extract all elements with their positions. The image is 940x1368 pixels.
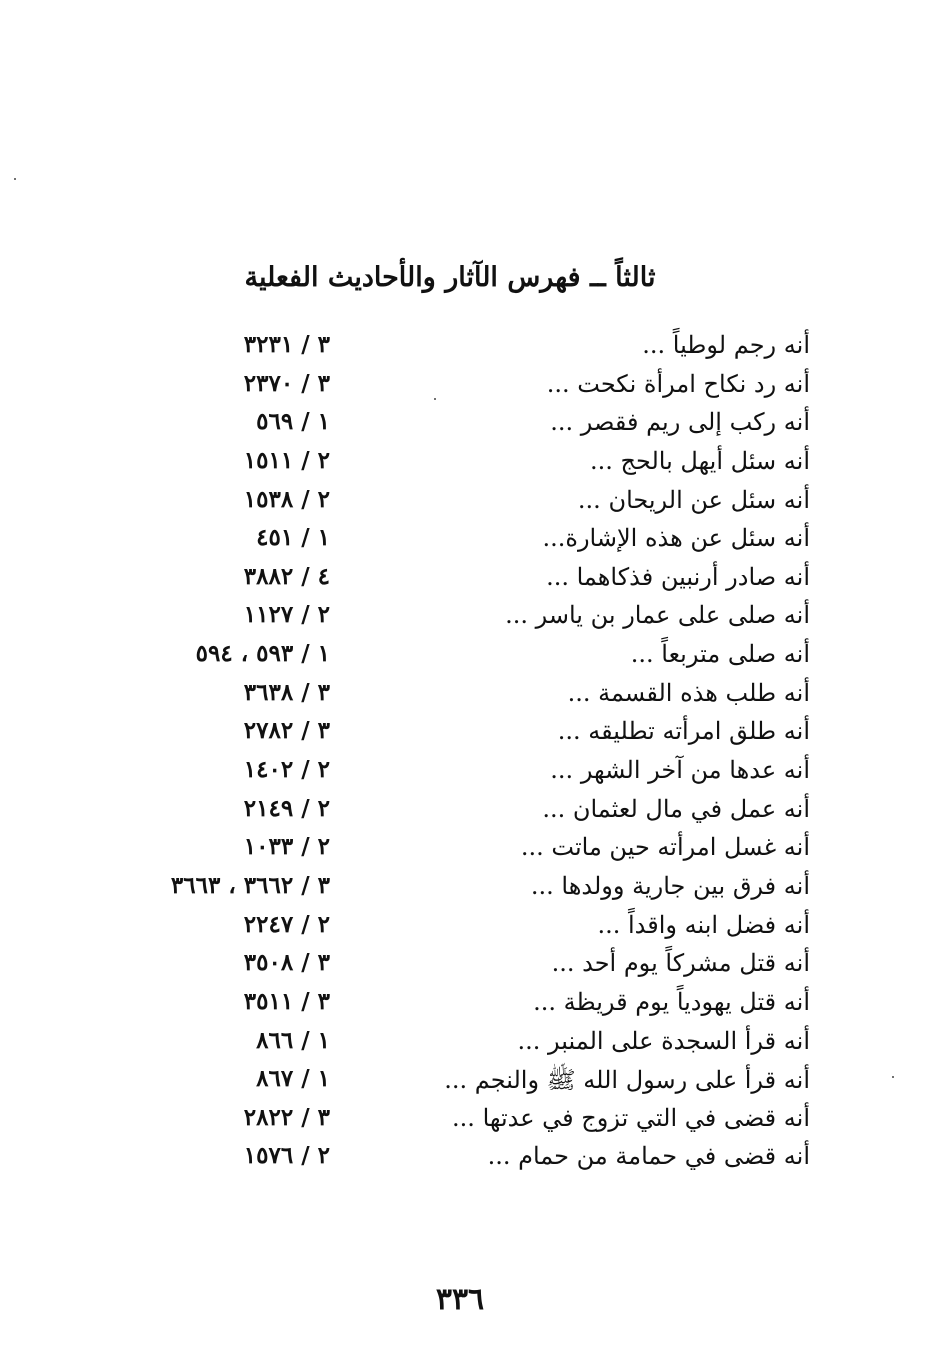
entry-reference: ١ / ٤٥١ — [256, 524, 330, 552]
list-item — [0, 984, 940, 1023]
entry-reference: ٣ / ٣٥٠٨ — [243, 949, 330, 977]
scan-speck — [434, 398, 436, 400]
list-item — [0, 868, 940, 907]
entry-text: أنه سئل أيهل بالحج ... — [589, 446, 810, 475]
entry-reference: ٢ / ١١٢٧ — [243, 601, 330, 629]
entry-text: أنه عمل في مال لعثمان ... — [542, 794, 810, 823]
entry-reference: ٣ / ٣٦٣٨ — [243, 678, 330, 706]
list-item — [0, 791, 940, 830]
list-item — [0, 1061, 940, 1100]
entry-text: أنه قرأ على رسول الله ﷺ والنجم ... — [444, 1066, 810, 1095]
list-item — [0, 713, 940, 752]
entry-text: أنه قضى في التي تزوج في عدتها ... — [452, 1103, 810, 1132]
entry-text: أنه قضى في حمامة من حمام ... — [487, 1142, 810, 1171]
entry-text: أنه قرأ السجدة على المنبر ... — [517, 1026, 810, 1055]
entry-reference: ٢ / ٢٢٤٧ — [243, 910, 330, 938]
entry-text: أنه قتل مشركاً يوم أحد ... — [551, 949, 810, 978]
entry-reference: ٢ / ١٥٧٦ — [243, 1142, 330, 1170]
entry-text: أنه غسل امرأته حين ماتت ... — [520, 833, 810, 862]
list-item — [0, 404, 940, 443]
entry-text: أنه صلى على عمار بن ياسر ... — [505, 601, 810, 630]
list-item — [0, 1138, 940, 1177]
scan-speck — [892, 1076, 894, 1078]
entry-text: أنه طلب هذه القسمة ... — [567, 678, 810, 707]
entry-text: أنه فرق بين جارية وولدها ... — [530, 871, 810, 900]
list-item — [0, 752, 940, 791]
list-item — [0, 1023, 940, 1062]
list-item — [0, 366, 940, 405]
entry-text: أنه رد نكاح امرأة نكحت ... — [546, 369, 810, 398]
page-number: ٣٣٦ — [435, 1282, 485, 1317]
entry-reference: ١ / ٨٦٦ — [256, 1026, 330, 1054]
entry-reference: ٢ / ٢١٤٩ — [243, 794, 330, 822]
list-item — [0, 597, 940, 636]
entry-text: أنه صادر أرنبين فذكاهما ... — [546, 562, 810, 591]
entry-reference: ٢ / ١٥٣٨ — [243, 485, 330, 513]
entry-reference: ٢ / ١٠٣٣ — [243, 833, 330, 861]
list-item — [0, 829, 940, 868]
list-item — [0, 482, 940, 521]
entry-text: أنه صلى متربعاً ... — [630, 640, 810, 669]
entry-reference: ١ / ٨٦٧ — [256, 1065, 330, 1093]
entry-text: أنه رجم لوطياً ... — [642, 331, 810, 359]
list-item — [0, 907, 940, 946]
section-title: ثالثاً ــ فهرس الآثار والأحاديث الفعلية — [244, 262, 656, 293]
entry-text: أنه ركب إلى ريم فقصر ... — [550, 408, 810, 437]
entry-reference: ٢ / ١٤٠٢ — [243, 756, 330, 784]
entry-reference: ٣ / ٢٣٧٠ — [243, 369, 330, 397]
entry-reference: ٤ / ٣٨٨٢ — [243, 562, 330, 590]
list-item — [0, 520, 940, 559]
list-item — [0, 327, 940, 366]
entry-reference: ١ / ٥٩٣ ، ٥٩٤ — [195, 640, 330, 668]
list-item — [0, 675, 940, 714]
list-item — [0, 559, 940, 598]
entry-reference: ٣ / ٣٦٦٢ ، ٣٦٦٣ — [170, 871, 330, 899]
entry-reference: ٣ / ٢٨٢٢ — [243, 1103, 330, 1131]
list-item — [0, 1100, 940, 1139]
entry-reference: ٣ / ٢٧٨٢ — [243, 717, 330, 745]
entry-text: أنه طلق امرأته تطليقه ... — [557, 717, 810, 746]
entry-reference: ٣ / ٣٢٣١ — [243, 331, 330, 358]
entries-list — [0, 327, 940, 1177]
entry-reference: ٣ / ٣٥١١ — [243, 987, 330, 1015]
entry-text: أنه قتل يهودياً يوم قريظة ... — [533, 987, 810, 1016]
entry-text: أنه فضل ابنه واقداً ... — [597, 910, 810, 939]
entry-text: أنه عدها من آخر الشهر ... — [550, 756, 810, 785]
list-item — [0, 636, 940, 675]
entry-text: أنه سئل عن هذه الإشارة... — [542, 524, 810, 553]
list-item — [0, 945, 940, 984]
list-item — [0, 443, 940, 482]
entry-reference: ٢ / ١٥١١ — [243, 446, 330, 474]
entry-reference: ١ / ٥٦٩ — [256, 408, 330, 436]
scan-speck — [14, 178, 16, 180]
entry-text: أنه سئل عن الريحان ... — [577, 485, 810, 514]
